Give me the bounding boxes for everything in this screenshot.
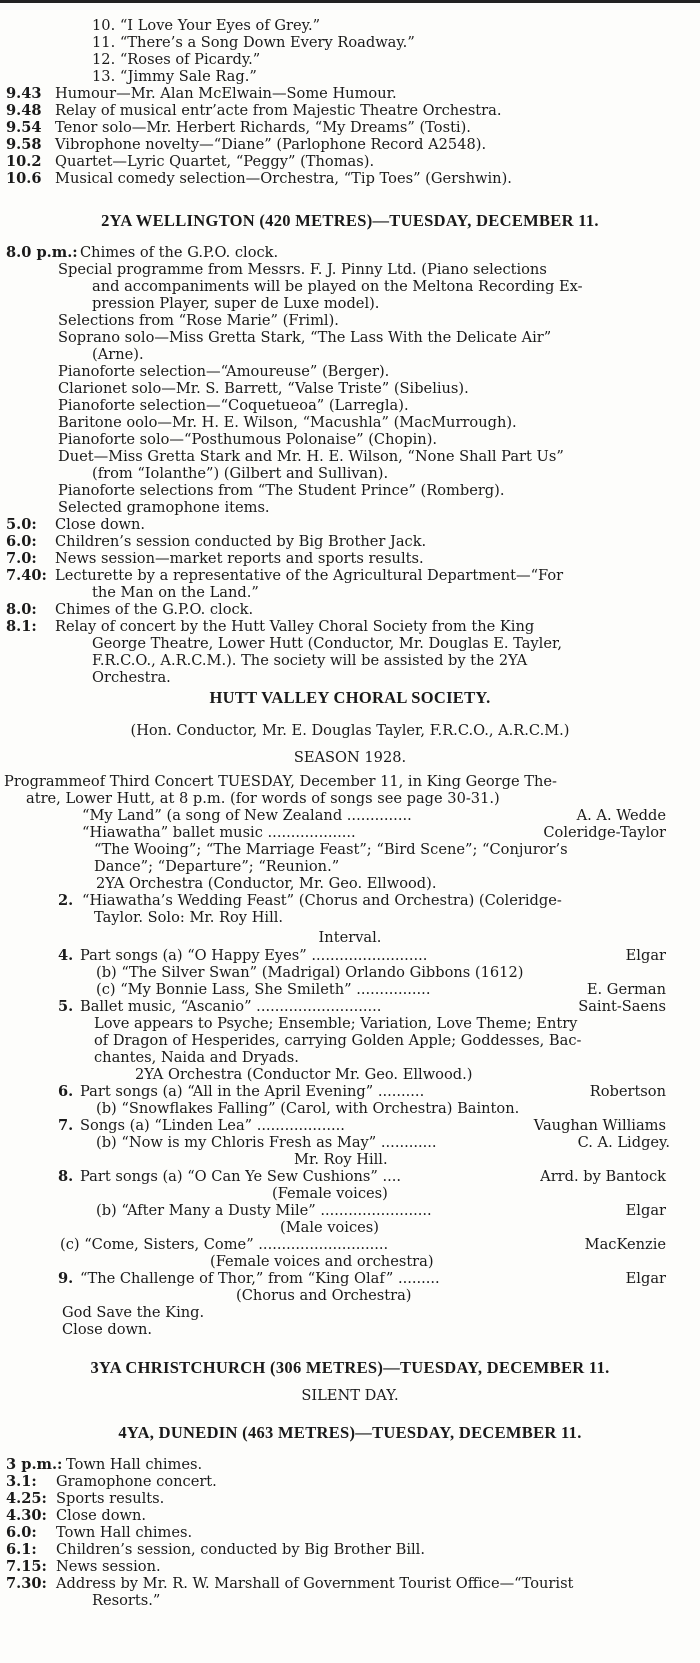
silent-day-label: SILENT DAY.	[301, 1387, 399, 1404]
schedule-text: (from “Iolanthe”) (Gilbert and Sullivan).	[92, 465, 389, 482]
program-item-text: Part songs (a) “O Happy Eyes” .........................	[80, 947, 428, 964]
schedule-text: Relay of musical entr’acte from Majestic Theatre Orchestra.	[55, 102, 502, 119]
schedule-text: Address by Mr. R. W. Marshall of Government Tourist Office—“Tourist	[56, 1575, 574, 1592]
program-item-composer: Elgar	[625, 1270, 666, 1287]
program-item-text: “The Challenge of Thor,” from “King Olaf” .........	[80, 1270, 440, 1287]
schedule-text: Pianoforte selection—“Coquetueoa” (Larregla).	[58, 397, 409, 414]
program-item-composer: Elgar	[625, 947, 666, 964]
program-item-composer: Coleridge-Taylor	[543, 824, 666, 841]
program-item-composer: Saint-Saens	[578, 998, 666, 1015]
program-number: 9.	[58, 1270, 74, 1287]
program-item-composer: MacKenzie	[584, 1236, 666, 1253]
program-item-text: (Chorus and Orchestra)	[236, 1287, 412, 1304]
program-item-text: 2YA Orchestra (Conductor Mr. Geo. Ellwood.)	[135, 1066, 473, 1083]
program-item	[80, 948, 666, 964]
schedule-text: Close down.	[55, 516, 146, 533]
program-item	[80, 1084, 666, 1100]
program-item-text: (Female voices)	[272, 1185, 388, 1202]
program-item	[80, 1118, 666, 1134]
time-label: 9.54	[6, 119, 42, 136]
program-item	[80, 999, 666, 1015]
program-item	[60, 1237, 666, 1253]
schedule-text: the Man on the Land.”	[92, 584, 259, 601]
schedule-text: Chimes of the G.P.O. clock.	[55, 601, 254, 618]
schedule-text: F.R.C.O., A.R.C.M.). The society will be assisted by the 2YA	[92, 652, 528, 669]
time-label: 6.1:	[6, 1541, 37, 1558]
schedule-text: (Arne).	[92, 346, 144, 363]
program-item-text: (c) “My Bonnie Lass, She Smileth” ................	[96, 981, 431, 998]
schedule-text: Duet—Miss Gretta Stark and Mr. H. E. Wilson, “None Shall Part Us”	[58, 448, 564, 465]
schedule-text: Tenor solo—Mr. Herbert Richards, “My Dreams” (Tosti).	[55, 119, 471, 136]
top-line: 11. “There’s a Song Down Every Roadway.”	[92, 34, 415, 51]
closing-line: Close down.	[62, 1321, 153, 1338]
program-number: 8.	[58, 1168, 74, 1185]
top-line: 12. “Roses of Picardy.”	[92, 51, 261, 68]
schedule-text: Children’s session, conducted by Big Brother Bill.	[56, 1541, 425, 1558]
programme-intro: Programmeof Third Concert TUESDAY, December 11, in King George The-	[4, 773, 557, 790]
schedule-text: George Theatre, Lower Hutt (Conductor, Mr. Douglas E. Tayler,	[92, 635, 562, 652]
top-line: 10. “I Love Your Eyes of Grey.”	[92, 17, 321, 34]
schedule-text: Vibrophone novelty—“Diane” (Parlophone Record A2548).	[55, 136, 487, 153]
program-item-text: (Male voices)	[280, 1219, 379, 1236]
time-label: 8.0 p.m.:	[6, 244, 78, 261]
schedule-text: Pianoforte solo—“Posthumous Polonaise” (Chopin).	[58, 431, 438, 448]
program-item	[80, 1271, 666, 1287]
program-item	[96, 982, 666, 998]
schedule-text: and accompaniments will be played on the Meltona Recording Ex-	[92, 278, 583, 295]
program-item-text: (c) “Come, Sisters, Come” ............................	[60, 1236, 389, 1253]
schedule-text: Selections from “Rose Marie” (Friml).	[58, 312, 339, 329]
time-label: 6.0:	[6, 1524, 37, 1541]
schedule-text: Close down.	[56, 1507, 147, 1524]
program-item	[96, 1135, 670, 1151]
program-item-text: Part songs (a) “All in the April Evening” ..........	[80, 1083, 425, 1100]
program-number: 5.	[58, 998, 74, 1015]
program-item-text: “The Wooing”; “The Marriage Feast”; “Bird Scene”; “Conjuror’s	[94, 841, 568, 858]
schedule-text: News session.	[56, 1558, 161, 1575]
schedule-text: Special programme from Messrs. F. J. Pinny Ltd. (Piano selections	[58, 261, 547, 278]
schedule-text: Selected gramophone items.	[58, 499, 270, 516]
schedule-text: Pianoforte selection—“Amoureuse” (Berger).	[58, 363, 390, 380]
program-item-composer: Vaughan Williams	[533, 1117, 666, 1134]
schedule-text: Clarionet solo—Mr. S. Barrett, “Valse Triste” (Sibelius).	[58, 380, 469, 397]
program-number: 2.	[58, 892, 74, 909]
season-line: SEASON 1928.	[293, 749, 407, 766]
schedule-text: Pianoforte selections from “The Student Prince” (Romberg).	[58, 482, 505, 499]
program-item-text: chantes, Naida and Dryads.	[94, 1049, 299, 1066]
time-label: 5.0:	[6, 516, 37, 533]
program-item-text: Part songs (a) “O Can Ye Sew Cushions” ....	[80, 1168, 402, 1185]
program-item-composer: E. German	[586, 981, 666, 998]
program-item	[82, 808, 666, 824]
schedule-text: Town Hall chimes.	[56, 1524, 193, 1541]
schedule-text: Resorts.”	[92, 1592, 161, 1609]
schedule-text: Baritone oolo—Mr. H. E. Wilson, “Macushla” (MacMurrough).	[58, 414, 517, 431]
program-item-text: Mr. Roy Hill.	[294, 1151, 388, 1168]
time-label: 10.2	[6, 153, 42, 170]
interval-label: Interval.	[318, 929, 382, 946]
time-label: 3.1:	[6, 1473, 37, 1490]
programme-intro: atre, Lower Hutt, at 8 p.m. (for words of songs see page 30-31.)	[26, 790, 500, 807]
program-item-text: Love appears to Psyche; Ensemble; Variation, Love Theme; Entry	[94, 1015, 578, 1032]
program-item	[80, 1169, 666, 1185]
program-item-text: (b) “The Silver Swan” (Madrigal) Orlando Gibbons (1612)	[96, 964, 524, 981]
time-label: 8.0:	[6, 601, 37, 618]
program-number: 6.	[58, 1083, 74, 1100]
top-line: 13. “Jimmy Sale Rag.”	[92, 68, 257, 85]
time-label: 4.25:	[6, 1490, 47, 1507]
section-heading-hutt-valley: HUTT VALLEY CHORAL SOCIETY.	[209, 688, 491, 707]
program-item-text: Dance”; “Departure”; “Reunion.”	[94, 858, 340, 875]
program-item-text: (b) “Now is my Chloris Fresh as May” ............	[96, 1134, 437, 1151]
section-heading-wellington: 2YA WELLINGTON (420 METRES)—TUESDAY, DECEMBER 11.	[101, 211, 599, 230]
conductor-line: (Hon. Conductor, Mr. E. Douglas Tayler, F.R.C.O., A.R.C.M.)	[130, 722, 570, 739]
program-number: 7.	[58, 1117, 74, 1134]
schedule-text: Musical comedy selection—Orchestra, “Tip Toes” (Gershwin).	[55, 170, 512, 187]
section-heading-christchurch: 3YA CHRISTCHURCH (306 METRES)—TUESDAY, DECEMBER 11.	[90, 1358, 610, 1377]
time-label: 9.48	[6, 102, 42, 119]
top-rule	[0, 0, 700, 3]
section-heading-dunedin: 4YA, DUNEDIN (463 METRES)—TUESDAY, DECEMBER 11.	[118, 1423, 582, 1442]
program-item-text: Songs (a) “Linden Lea” ...................	[80, 1117, 345, 1134]
schedule-text: Relay of concert by the Hutt Valley Choral Society from the King	[55, 618, 535, 635]
program-item-text: of Dragon of Hesperides, carrying Golden Apple; Goddesses, Bac-	[94, 1032, 582, 1049]
schedule-text: Town Hall chimes.	[66, 1456, 203, 1473]
time-label: 7.40:	[6, 567, 47, 584]
schedule-text: pression Player, super de Luxe model).	[92, 295, 380, 312]
schedule-text: Quartet—Lyric Quartet, “Peggy” (Thomas).	[55, 153, 375, 170]
schedule-text: Chimes of the G.P.O. clock.	[80, 244, 279, 261]
time-label: 6.0:	[6, 533, 37, 550]
time-label: 7.30:	[6, 1575, 47, 1592]
program-item-text: “Hiawatha” ballet music ...................	[82, 824, 356, 841]
program-number: 4.	[58, 947, 74, 964]
program-item-text: (Female voices and orchestra)	[210, 1253, 434, 1270]
schedule-text: Humour—Mr. Alan McElwain—Some Humour.	[55, 85, 397, 102]
program-item-text: Ballet music, “Ascanio” ...........................	[80, 998, 382, 1015]
time-label: 4.30:	[6, 1507, 47, 1524]
schedule-text: Children’s session conducted by Big Brother Jack.	[55, 533, 427, 550]
time-label: 10.6	[6, 170, 42, 187]
schedule-text: Sports results.	[56, 1490, 165, 1507]
program-item-composer: Arrd. by Bantock	[540, 1168, 666, 1185]
time-label: 7.15:	[6, 1558, 47, 1575]
program-item-text: (b) “After Many a Dusty Mile” ........................	[96, 1202, 432, 1219]
time-label: 8.1:	[6, 618, 37, 635]
time-label: 7.0:	[6, 550, 37, 567]
closing-line: God Save the King.	[62, 1304, 205, 1321]
program-item-composer: Elgar	[625, 1202, 666, 1219]
time-label: 9.43	[6, 85, 42, 102]
program-item	[96, 1203, 666, 1219]
program-item	[82, 825, 666, 841]
schedule-text: News session—market reports and sports results.	[55, 550, 424, 567]
program-item-text: 2YA Orchestra (Conductor, Mr. Geo. Ellwood).	[96, 875, 437, 892]
schedule-text: Lecturette by a representative of the Agricultural Department—“For	[55, 567, 564, 584]
program-item-composer: C. A. Lidgey.	[577, 1134, 670, 1151]
program-item-text: (b) “Snowflakes Falling” (Carol, with Orchestra) Bainton.	[96, 1100, 520, 1117]
schedule-text: Gramophone concert.	[56, 1473, 217, 1490]
program-item-composer: Robertson	[589, 1083, 666, 1100]
program-item-text: Taylor. Solo: Mr. Roy Hill.	[94, 909, 284, 926]
program-item-text: “My Land” (a song of New Zealand ..............	[82, 807, 412, 824]
schedule-text: Orchestra.	[92, 669, 171, 686]
schedule-text: Soprano solo—Miss Gretta Stark, “The Lass With the Delicate Air”	[58, 329, 552, 346]
time-label: 9.58	[6, 136, 42, 153]
time-label: 3 p.m.:	[6, 1456, 63, 1473]
program-item-text: “Hiawatha’s Wedding Feast” (Chorus and Orchestra) (Coleridge-	[82, 892, 562, 909]
program-item-composer: A. A. Wedde	[576, 807, 666, 824]
